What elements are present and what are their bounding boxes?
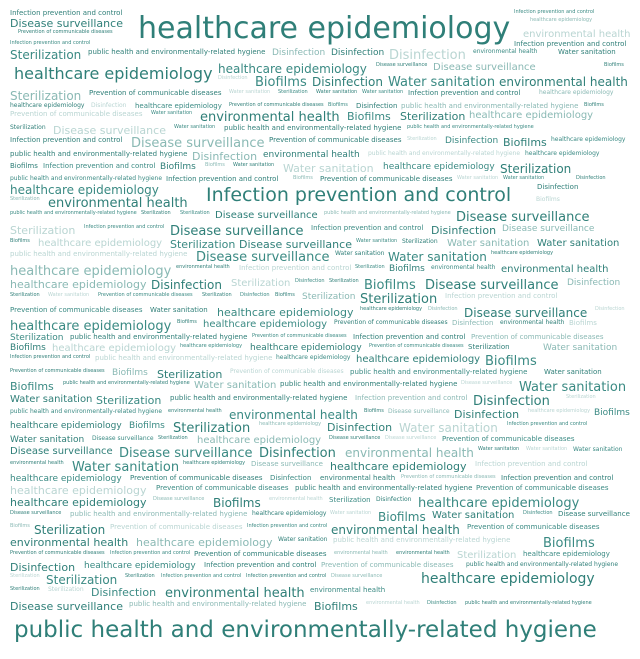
cloud-word: Disinfection (270, 474, 312, 482)
cloud-word: Sterilization (355, 264, 385, 270)
cloud-word: environmental health (366, 600, 420, 606)
cloud-word: Sterilization (170, 238, 236, 251)
cloud-word: Infection prevention and control (475, 460, 588, 468)
cloud-word: Disinfection (454, 408, 520, 421)
cloud-word: Disease surveillance (92, 435, 154, 442)
cloud-word: Infection prevention and control (311, 224, 424, 232)
cloud-word: Prevention of communicable diseases (471, 333, 604, 341)
cloud-word: Disease surveillance (153, 496, 205, 502)
cloud-word: Infection prevention and control (204, 561, 317, 569)
cloud-word: environmental health (331, 523, 460, 537)
cloud-word: Sterilization (46, 573, 118, 587)
cloud-word: healthcare epidemiology (84, 561, 196, 571)
cloud-word: healthcare epidemiology (136, 536, 273, 549)
cloud-word: Sterilization (180, 210, 210, 216)
cloud-word: healthcare epidemiology (218, 62, 367, 76)
cloud-word: Biofilms (378, 510, 426, 524)
cloud-word: Infection prevention and control (239, 264, 352, 272)
cloud-word: Disinfection (576, 175, 606, 181)
cloud-word: Prevention of communicable diseases (321, 561, 454, 569)
cloud-word: healthcare epidemiology (10, 102, 85, 109)
cloud-word: Disease surveillance (502, 224, 595, 234)
cloud-word: Disinfection (473, 394, 550, 409)
cloud-word: Disease surveillance (10, 17, 123, 30)
cloud-word: Water sanitation (151, 110, 193, 116)
cloud-word: Infection prevention and control (247, 523, 328, 529)
cloud-word: Disinfection (91, 102, 127, 109)
cloud-word: Biofilms (275, 292, 295, 298)
cloud-word: environmental health (499, 75, 628, 89)
cloud-word: Water sanitation (150, 306, 208, 314)
cloud-word: Biofilms (364, 278, 416, 293)
cloud-word: healthcare epidemiology (276, 354, 351, 361)
cloud-word: Disinfection (218, 75, 248, 81)
cloud-word: Water sanitation (399, 421, 498, 435)
cloud-word: environmental health (269, 496, 323, 502)
cloud-word: healthcare epidemiology (10, 264, 172, 279)
cloud-word: healthcare epidemiology (10, 484, 147, 497)
cloud-word: Infection prevention and control (353, 333, 466, 341)
cloud-word: Disease surveillance (119, 446, 253, 461)
cloud-word: Water sanitation (10, 394, 93, 405)
cloud-word: Infection prevention and control (514, 9, 595, 15)
cloud-word: Sterilization (10, 224, 76, 237)
cloud-word: Prevention of communicable diseases (229, 102, 324, 108)
cloud-word: Biofilms (389, 264, 425, 274)
cloud-word: Sterilization (500, 162, 572, 176)
cloud-word: Sterilization (10, 586, 40, 592)
cloud-word: healthcare epidemiology (360, 306, 423, 312)
cloud-word: Disease surveillance (170, 224, 304, 239)
cloud-word: healthcare epidemiology (250, 343, 362, 353)
cloud-word: Disinfection (431, 224, 497, 237)
cloud-word: public health and environmentally-related hygiene (10, 210, 137, 216)
cloud-word: public health and environmentally-related hygiene (170, 394, 348, 402)
cloud-word: Disinfection (356, 102, 398, 110)
cloud-word: healthcare epidemiology (539, 89, 614, 96)
cloud-word: healthcare epidemiology (356, 354, 481, 365)
cloud-word: Biofilms (536, 196, 560, 203)
cloud-word: healthcare epidemiology (183, 460, 246, 466)
cloud-word: Sterilization (10, 573, 40, 579)
cloud-word: Biofilms (177, 319, 197, 325)
cloud-word-healthcare-epidemiology-large: healthcare epidemiology (138, 11, 511, 46)
cloud-word: Water sanitation (362, 89, 404, 95)
cloud-word: Disease surveillance (425, 278, 559, 293)
cloud-word: Infection prevention and control (84, 224, 165, 230)
cloud-word: Infection prevention and control (507, 421, 588, 427)
cloud-word: Prevention of communicable diseases (156, 484, 289, 492)
cloud-word: Disease surveillance (53, 124, 166, 137)
cloud-word: public health and environmentally-related hygiene (407, 124, 534, 130)
cloud-word: environmental health (48, 196, 188, 211)
cloud-word: public health and environmentally-related hygiene (224, 124, 402, 132)
cloud-word: Water sanitation (174, 124, 216, 130)
cloud-word: Biofilms (328, 102, 348, 108)
cloud-word: Prevention of communicable diseases (334, 319, 448, 326)
cloud-word: Disease surveillance (131, 136, 265, 151)
cloud-word: environmental health (334, 550, 388, 556)
cloud-word: public health and environmentally-related hygiene (10, 408, 163, 415)
cloud-word: Disease surveillance (251, 460, 323, 468)
cloud-word: Disinfection (427, 600, 457, 606)
cloud-word: Disinfection (151, 278, 222, 292)
cloud-word: healthcare epidemiology (10, 496, 147, 509)
cloud-word: Infection prevention and control (161, 573, 242, 579)
cloud-word: Biofilms (10, 380, 54, 393)
cloud-word: public health and environmentally-related hygiene (129, 600, 307, 608)
cloud-word: Water sanitation (72, 460, 180, 475)
cloud-word: Disinfection (312, 75, 383, 89)
cloud-word: Sterilization (141, 210, 171, 216)
cloud-word: environmental health (176, 264, 230, 270)
cloud-word: Disease surveillance (461, 380, 513, 386)
cloud-word: Prevention of communicable diseases (10, 368, 105, 374)
cloud-word: healthcare epidemiology (330, 460, 467, 473)
cloud-word: Disinfection (327, 421, 393, 434)
cloud-word: Infection prevention and control (246, 573, 327, 579)
cloud-word: healthcare epidemiology (10, 421, 122, 431)
cloud-word: Biofilms (293, 175, 313, 181)
cloud-word: Disease surveillance (376, 62, 428, 68)
cloud-word: Sterilization (10, 89, 82, 103)
cloud-word: healthcare epidemiology (10, 183, 159, 197)
cloud-word: Water sanitation (519, 380, 627, 395)
cloud-word: public health and environmentally-related hygiene (70, 510, 248, 518)
cloud-word: Biofilms (112, 368, 148, 378)
cloud-word: environmental health (263, 150, 360, 160)
cloud-word: Water sanitation (194, 380, 277, 391)
cloud-word: Water sanitation (573, 446, 623, 453)
cloud-word: Disinfection (452, 319, 494, 327)
cloud-word: Infection prevention and control (166, 175, 279, 183)
cloud-word: Water sanitation (478, 446, 520, 452)
cloud-word: public health and environmentally-related hygiene (295, 484, 473, 492)
cloud-word: environmental health (10, 536, 129, 549)
cloud-word: Biofilms (347, 110, 391, 123)
cloud-word: Infection prevention and control (10, 136, 123, 144)
cloud-word: Disinfection (445, 136, 499, 146)
cloud-word: Disease surveillance (385, 435, 437, 441)
cloud-word: public health and environmentally-related hygiene (333, 536, 511, 544)
cloud-word: Prevention of communicable diseases (194, 550, 327, 558)
cloud-word: Biofilms (364, 408, 384, 414)
cloud-word: environmental health (431, 264, 496, 271)
cloud-word: Biofilms (485, 354, 537, 369)
cloud-word: Prevention of communicable diseases (98, 292, 193, 298)
cloud-word: Water sanitation (543, 343, 618, 353)
cloud-word: Prevention of communicable diseases (10, 550, 105, 556)
cloud-word: healthcare epidemiology (252, 510, 327, 517)
cloud-word: Water sanitation (229, 89, 271, 95)
cloud-word: Disease surveillance (558, 510, 630, 518)
cloud-word: Disinfection (10, 561, 76, 574)
cloud-word: Infection prevention and control (43, 162, 156, 170)
cloud-word: Prevention of communicable diseases (89, 89, 222, 97)
cloud-word: environmental health (10, 460, 64, 466)
cloud-word: Sterilization (278, 89, 308, 95)
cloud-word: Biofilms (314, 600, 358, 613)
cloud-word: Biofilms (160, 162, 196, 172)
cloud-word: Sterilization (407, 136, 437, 142)
cloud-word: healthcare epidemiology (217, 306, 354, 319)
cloud-word: Disease surveillance (456, 210, 590, 225)
cloud-word: Water sanitation (558, 48, 616, 56)
cloud-word: Infection prevention and control (514, 40, 627, 48)
cloud-word: public health and environmentally-related hygiene (466, 561, 619, 568)
cloud-word: public health and environmentally-related hygiene (95, 354, 273, 362)
cloud-word: public health and environmentally-related hygiene (70, 333, 248, 341)
cloud-word: Biofilms (255, 75, 307, 90)
cloud-word: Sterilization (329, 496, 371, 504)
cloud-word: Disinfection (259, 446, 336, 461)
cloud-word: public health and environmentally-related hygiene (368, 150, 521, 157)
cloud-word: Water sanitation (537, 238, 620, 249)
cloud-word: Water sanitation (10, 435, 85, 445)
cloud-word: Disinfection (331, 48, 385, 58)
cloud-word: Disease surveillance (196, 250, 330, 265)
cloud-word: Disease surveillance (239, 238, 352, 251)
cloud-word: Biofilms (205, 162, 225, 168)
cloud-word: Prevention of communicable diseases (401, 474, 496, 480)
cloud-word: environmental health (345, 446, 474, 460)
cloud-word: Prevention of communicable diseases (18, 29, 113, 35)
cloud-word: healthcare epidemiology (383, 162, 495, 172)
cloud-word: environmental health (168, 408, 222, 414)
cloud-word: healthcare epidemiology (530, 17, 593, 23)
cloud-word: Water sanitation (457, 175, 499, 181)
cloud-word: Prevention of communicable diseases (252, 333, 347, 339)
cloud-word: Disinfection (295, 278, 325, 284)
cloud-word: Sterilization (125, 573, 155, 579)
cloud-word: Prevention of communicable diseases (467, 523, 600, 531)
cloud-word: healthcare epidemiology (180, 343, 243, 349)
cloud-word: Infection prevention and control (501, 474, 614, 482)
cloud-word: Infection prevention and control (445, 292, 558, 300)
cloud-word: Biofilms (213, 496, 261, 510)
cloud-word: Disinfection (567, 278, 621, 288)
cloud-word: Sterilization (468, 343, 510, 351)
cloud-word: Prevention of communicable diseases (269, 136, 402, 144)
cloud-word: Sterilization (457, 550, 517, 561)
cloud-word: public health and environmentally-related hygiene (10, 150, 188, 158)
cloud-word: Water sanitation (356, 238, 398, 244)
cloud-word: Disinfection (389, 48, 466, 63)
cloud-word: environmental health (320, 474, 396, 482)
cloud-word: healthcare epidemiology (491, 250, 554, 256)
cloud-word: Infection prevention and control (408, 89, 521, 97)
cloud-word: Water sanitation (503, 175, 545, 181)
cloud-word: Disinfection (376, 496, 412, 503)
cloud-word: healthcare epidemiology (259, 421, 322, 427)
cloud-word: environmental health (165, 586, 305, 601)
cloud-word: Sterilization (302, 292, 356, 302)
cloud-word: Water sanitation (544, 368, 602, 376)
cloud-word: Sterilization (202, 292, 232, 298)
cloud-word: Water sanitation (330, 510, 372, 516)
cloud-word: healthcare epidemiology (525, 150, 600, 157)
cloud-word: environmental health (523, 29, 631, 40)
cloud-word: Biofilms (594, 408, 630, 418)
cloud-word: Disinfection (595, 306, 625, 312)
cloud-word: public health and environmentally-related hygiene (350, 368, 528, 376)
cloud-word: Infection prevention and control (355, 394, 468, 402)
cloud-word: Sterilization (34, 523, 106, 537)
cloud-word: environmental health (310, 586, 386, 594)
cloud-word: healthcare epidemiology (10, 278, 147, 291)
cloud-word: environmental health (473, 48, 538, 55)
cloud-word: public health and environmentally-related hygiene (465, 600, 592, 606)
cloud-word: Prevention of communicable diseases (10, 110, 143, 118)
cloud-word: Water sanitation (447, 238, 530, 249)
cloud-word: healthcare epidemiology (528, 408, 591, 414)
cloud-word: public health and environmentally-related hygiene (10, 175, 163, 182)
cloud-word: healthcare epidemiology (203, 319, 328, 330)
cloud-word: Biofilms (10, 343, 46, 353)
cloud-word: Water sanitation (278, 536, 328, 543)
cloud-word: Prevention of communicable diseases (230, 368, 344, 375)
cloud-word: Disinfection (240, 292, 270, 298)
cloud-word: Biofilms (10, 162, 38, 170)
cloud-word: Water sanitation (48, 292, 90, 298)
cloud-word: Sterilization (157, 368, 223, 381)
cloud-word: Disinfection (428, 306, 458, 312)
cloud-word: public health and environmentally-related hygiene (280, 380, 458, 388)
cloud-word: Biofilms (503, 136, 547, 149)
cloud-word: Prevention of communicable diseases (110, 523, 243, 531)
cloud-word: Disease surveillance (10, 600, 123, 613)
cloud-word: Water sanitation (233, 162, 275, 168)
cloud-word: Prevention of communicable diseases (476, 484, 609, 492)
cloud-word: Prevention of communicable diseases (130, 474, 263, 482)
cloud-word: healthcare epidemiology (551, 136, 626, 143)
cloud-word: environmental health (500, 319, 565, 326)
cloud-word: Disinfection (91, 586, 157, 599)
cloud-word: Biofilms (10, 238, 30, 244)
cloud-word: healthcare epidemiology (197, 435, 322, 446)
cloud-word: Sterilization (231, 278, 291, 289)
cloud-word: Disease surveillance (331, 573, 383, 579)
cloud-word: Biofilms (604, 62, 624, 68)
cloud-word: Sterilization (48, 586, 84, 593)
cloud-word: healthcare epidemiology (52, 343, 177, 354)
cloud-word-public-health-hygiene-large: public health and environmentally-related hygiene (14, 617, 597, 643)
cloud-word: Water sanitation (283, 162, 374, 175)
cloud-word: public health and environmentally-related hygiene (88, 48, 266, 56)
cloud-word: Disinfection (192, 150, 258, 163)
cloud-word: environmental health (229, 408, 358, 422)
cloud-word: Sterilization (360, 292, 438, 307)
cloud-word: Disease surveillance (464, 306, 588, 320)
cloud-word: Disease surveillance (388, 408, 450, 415)
cloud-word: Sterilization (10, 333, 64, 343)
cloud-word: Prevention of communicable diseases (369, 343, 464, 349)
cloud-word: Sterilization (173, 421, 251, 436)
cloud-word: Disease surveillance (433, 62, 536, 73)
cloud-word: Sterilization (158, 435, 188, 441)
cloud-word: Sterilization (400, 110, 466, 123)
cloud-word-healthcare-epidemiology-medium: healthcare epidemiology (14, 64, 213, 83)
cloud-word: healthcare epidemiology (10, 474, 122, 484)
cloud-word: Disease surveillance (10, 510, 62, 516)
cloud-word: Disinfection (537, 183, 579, 191)
cloud-word: Water sanitation (316, 89, 358, 95)
cloud-word: Prevention of communicable diseases (10, 306, 143, 314)
cloud-word: public health and environmentally-related hygiene (324, 210, 451, 216)
cloud-word: Biofilms (584, 102, 604, 108)
cloud-word: Biofilms (129, 421, 165, 431)
cloud-word: Sterilization (10, 48, 82, 62)
cloud-word: healthcare epidemiology (135, 102, 222, 110)
cloud-word: healthcare epidemiology (418, 496, 580, 511)
cloud-word: Disease surveillance (329, 435, 381, 441)
cloud-word: environmental health (501, 264, 609, 275)
cloud-word: Prevention of communicable diseases (320, 175, 453, 183)
cloud-word: Prevention of communicable diseases (442, 435, 575, 443)
cloud-word: public health and environmentally-related hygiene (63, 380, 190, 386)
cloud-word: environmental health (396, 550, 450, 556)
cloud-word: Infection prevention and control (10, 40, 91, 46)
cloud-word: Water sanitation (388, 250, 487, 264)
cloud-word: healthcare epidemiology (10, 319, 172, 334)
cloud-word: healthcare epidemiology (38, 238, 163, 249)
cloud-word-infection-prevention-large: Infection prevention and control (206, 184, 512, 206)
cloud-word: healthcare epidemiology (469, 110, 594, 121)
cloud-word: public health and environmentally-related hygiene (10, 250, 188, 258)
cloud-word: Disinfection (272, 48, 326, 58)
cloud-word: Sterilization (329, 278, 359, 284)
cloud-word: Sterilization (10, 124, 46, 131)
cloud-word: Sterilization (10, 292, 40, 298)
cloud-word: Disinfection (523, 510, 553, 516)
cloud-word: healthcare epidemiology (523, 550, 610, 558)
cloud-word: Infection prevention and control (110, 550, 191, 556)
cloud-word: Infection prevention and control (10, 9, 123, 17)
cloud-word: Sterilization (566, 394, 596, 400)
cloud-word: Disease surveillance (215, 210, 318, 221)
cloud-word: Sterilization (402, 238, 438, 245)
cloud-word: Disease surveillance (10, 446, 113, 457)
cloud-word: environmental health (200, 110, 340, 125)
cloud-word: public health and environmentally-related hygiene (401, 102, 579, 110)
cloud-word: Biofilms (10, 523, 30, 529)
cloud-word: Sterilization (96, 394, 162, 407)
cloud-word: Water sanitation (335, 250, 385, 257)
cloud-word: Sterilization (10, 196, 40, 202)
cloud-word: Water sanitation (388, 75, 496, 90)
cloud-word: Infection prevention and control (10, 354, 91, 360)
cloud-word: Water sanitation (526, 446, 568, 452)
cloud-word: Water sanitation (432, 510, 515, 521)
cloud-word-healthcare-epidemiology-right: healthcare epidemiology (421, 571, 595, 587)
cloud-word: Biofilms (543, 536, 595, 551)
cloud-word: Biofilms (569, 319, 597, 327)
